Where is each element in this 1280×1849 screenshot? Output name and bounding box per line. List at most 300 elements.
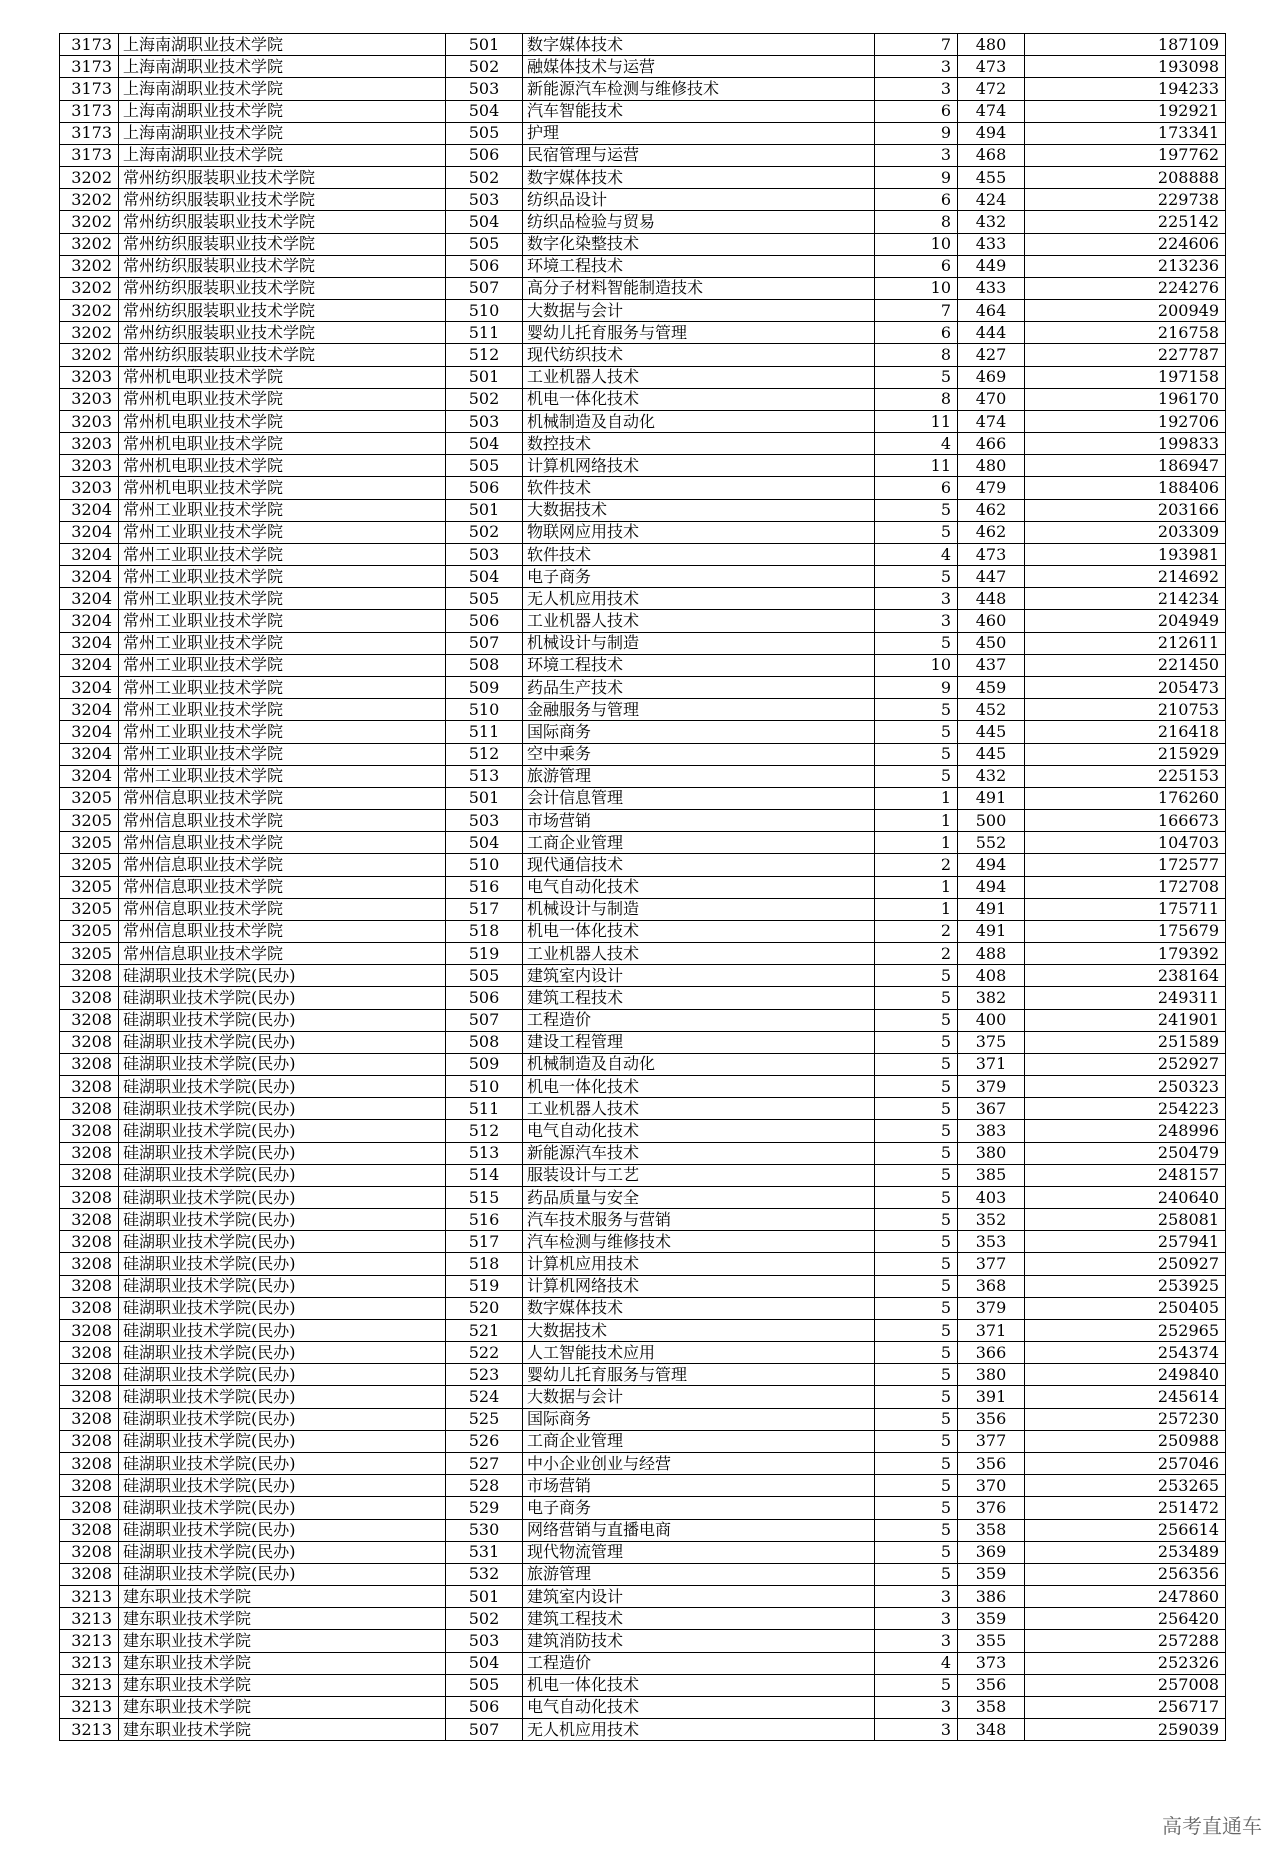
major-code-cell: 506 [446,610,523,632]
school-name-cell: 常州信息职业技术学院 [119,876,446,898]
school-code-cell: 3208 [60,1076,119,1098]
min-rank-cell: 254223 [1025,1098,1226,1120]
plan-count-cell: 3 [875,588,958,610]
min-rank-cell: 193098 [1025,56,1226,78]
school-code-cell: 3208 [60,1519,119,1541]
min-rank-cell: 229738 [1025,189,1226,211]
school-code-cell: 3204 [60,743,119,765]
min-rank-cell: 212611 [1025,632,1226,654]
school-code-cell: 3213 [60,1696,119,1718]
school-code-cell: 3204 [60,654,119,676]
school-name-cell: 硅湖职业技术学院(民办) [119,1142,446,1164]
major-code-cell: 510 [446,1076,523,1098]
school-code-cell: 3205 [60,854,119,876]
school-name-cell: 常州纺织服装职业技术学院 [119,211,446,233]
major-code-cell: 505 [446,1674,523,1696]
table-row [60,300,1226,322]
plan-count-cell: 5 [875,366,958,388]
school-name-cell: 建东职业技术学院 [119,1586,446,1608]
min-rank-cell: 194233 [1025,78,1226,100]
school-code-cell: 3204 [60,632,119,654]
major-name-cell: 金融服务与管理 [523,699,875,721]
major-code-cell: 531 [446,1541,523,1563]
major-code-cell: 521 [446,1319,523,1341]
major-name-cell: 机械设计与制造 [523,898,875,920]
min-rank-cell: 216418 [1025,721,1226,743]
min-rank-cell: 248996 [1025,1120,1226,1142]
major-code-cell: 526 [446,1430,523,1452]
plan-count-cell: 3 [875,1719,958,1741]
major-name-cell: 国际商务 [523,1408,875,1430]
table-row [60,1696,1226,1718]
school-code-cell: 3208 [60,1209,119,1231]
table-row [60,765,1226,787]
school-name-cell: 硅湖职业技术学院(民办) [119,1053,446,1075]
min-score-cell: 455 [958,167,1025,189]
major-name-cell: 民宿管理与运营 [523,144,875,166]
major-code-cell: 515 [446,1186,523,1208]
school-code-cell: 3204 [60,676,119,698]
major-code-cell: 507 [446,1719,523,1741]
school-code-cell: 3208 [60,1098,119,1120]
min-score-cell: 383 [958,1120,1025,1142]
major-name-cell: 新能源汽车技术 [523,1142,875,1164]
min-rank-cell: 247860 [1025,1586,1226,1608]
school-name-cell: 常州工业职业技术学院 [119,699,446,721]
table-row [60,1009,1226,1031]
school-code-cell: 3205 [60,876,119,898]
min-score-cell: 473 [958,56,1025,78]
plan-count-cell: 1 [875,810,958,832]
plan-count-cell: 6 [875,477,958,499]
major-code-cell: 501 [446,34,523,56]
min-score-cell: 448 [958,588,1025,610]
school-code-cell: 3202 [60,344,119,366]
school-code-cell: 3213 [60,1674,119,1696]
major-name-cell: 电子商务 [523,1497,875,1519]
major-name-cell: 软件技术 [523,543,875,565]
min-score-cell: 371 [958,1319,1025,1341]
plan-count-cell: 7 [875,34,958,56]
plan-count-cell: 3 [875,1586,958,1608]
min-rank-cell: 224276 [1025,277,1226,299]
school-name-cell: 硅湖职业技术学院(民办) [119,1297,446,1319]
major-code-cell: 516 [446,876,523,898]
major-name-cell: 环境工程技术 [523,255,875,277]
min-rank-cell: 204949 [1025,610,1226,632]
min-rank-cell: 241901 [1025,1009,1226,1031]
school-code-cell: 3204 [60,499,119,521]
school-code-cell: 3205 [60,943,119,965]
major-code-cell: 520 [446,1297,523,1319]
school-name-cell: 常州机电职业技术学院 [119,455,446,477]
major-name-cell: 建筑消防技术 [523,1630,875,1652]
plan-count-cell: 5 [875,1364,958,1386]
table-row [60,1563,1226,1585]
school-code-cell: 3203 [60,410,119,432]
school-name-cell: 建东职业技术学院 [119,1652,446,1674]
school-name-cell: 硅湖职业技术学院(民办) [119,1009,446,1031]
major-code-cell: 503 [446,543,523,565]
major-code-cell: 522 [446,1342,523,1364]
min-score-cell: 353 [958,1231,1025,1253]
min-score-cell: 464 [958,300,1025,322]
major-name-cell: 数字媒体技术 [523,167,875,189]
major-code-cell: 513 [446,765,523,787]
plan-count-cell: 5 [875,721,958,743]
min-score-cell: 462 [958,499,1025,521]
major-code-cell: 504 [446,433,523,455]
school-name-cell: 建东职业技术学院 [119,1696,446,1718]
table-row [60,1231,1226,1253]
min-rank-cell: 188406 [1025,477,1226,499]
school-name-cell: 硅湖职业技术学院(民办) [119,1364,446,1386]
plan-count-cell: 6 [875,100,958,122]
school-code-cell: 3208 [60,1275,119,1297]
major-code-cell: 512 [446,344,523,366]
min-rank-cell: 172577 [1025,854,1226,876]
major-code-cell: 504 [446,1652,523,1674]
school-code-cell: 3173 [60,78,119,100]
min-score-cell: 368 [958,1275,1025,1297]
major-name-cell: 融媒体技术与运营 [523,56,875,78]
min-score-cell: 356 [958,1674,1025,1696]
min-rank-cell: 256614 [1025,1519,1226,1541]
min-score-cell: 369 [958,1541,1025,1563]
min-rank-cell: 258081 [1025,1209,1226,1231]
min-score-cell: 459 [958,676,1025,698]
school-code-cell: 3204 [60,588,119,610]
major-code-cell: 502 [446,1608,523,1630]
min-rank-cell: 254374 [1025,1342,1226,1364]
min-rank-cell: 256420 [1025,1608,1226,1630]
major-name-cell: 数控技术 [523,433,875,455]
min-score-cell: 466 [958,433,1025,455]
min-rank-cell: 199833 [1025,433,1226,455]
major-code-cell: 519 [446,943,523,965]
major-name-cell: 建设工程管理 [523,1031,875,1053]
table-row [60,699,1226,721]
major-name-cell: 中小企业创业与经营 [523,1453,875,1475]
major-code-cell: 509 [446,1053,523,1075]
school-name-cell: 上海南湖职业技术学院 [119,144,446,166]
major-name-cell: 电气自动化技术 [523,876,875,898]
school-code-cell: 3208 [60,1453,119,1475]
table-row [60,34,1226,56]
major-code-cell: 505 [446,588,523,610]
school-code-cell: 3208 [60,1009,119,1031]
min-score-cell: 408 [958,965,1025,987]
table-row [60,1608,1226,1630]
major-code-cell: 525 [446,1408,523,1430]
min-score-cell: 382 [958,987,1025,1009]
school-name-cell: 建东职业技术学院 [119,1608,446,1630]
table-row [60,1253,1226,1275]
plan-count-cell: 5 [875,965,958,987]
major-name-cell: 空中乘务 [523,743,875,765]
school-code-cell: 3208 [60,1475,119,1497]
min-score-cell: 445 [958,743,1025,765]
plan-count-cell: 1 [875,787,958,809]
school-code-cell: 3208 [60,1031,119,1053]
plan-count-cell: 5 [875,1031,958,1053]
major-name-cell: 工程造价 [523,1009,875,1031]
major-code-cell: 511 [446,721,523,743]
school-name-cell: 硅湖职业技术学院(民办) [119,1497,446,1519]
min-score-cell: 432 [958,211,1025,233]
school-name-cell: 建东职业技术学院 [119,1674,446,1696]
table-row [60,943,1226,965]
min-score-cell: 491 [958,787,1025,809]
plan-count-cell: 5 [875,699,958,721]
major-name-cell: 数字化染整技术 [523,233,875,255]
plan-count-cell: 1 [875,876,958,898]
min-score-cell: 452 [958,699,1025,721]
major-code-cell: 529 [446,1497,523,1519]
school-code-cell: 3208 [60,1408,119,1430]
school-code-cell: 3208 [60,1430,119,1452]
table-row [60,743,1226,765]
plan-count-cell: 4 [875,1652,958,1674]
plan-count-cell: 11 [875,410,958,432]
min-score-cell: 352 [958,1209,1025,1231]
school-code-cell: 3204 [60,610,119,632]
min-score-cell: 375 [958,1031,1025,1053]
table-row [60,832,1226,854]
min-rank-cell: 257288 [1025,1630,1226,1652]
plan-count-cell: 10 [875,233,958,255]
school-code-cell: 3173 [60,144,119,166]
school-name-cell: 常州工业职业技术学院 [119,610,446,632]
major-code-cell: 502 [446,56,523,78]
min-score-cell: 376 [958,1497,1025,1519]
min-rank-cell: 216758 [1025,322,1226,344]
major-name-cell: 机械制造及自动化 [523,410,875,432]
school-code-cell: 3173 [60,122,119,144]
school-name-cell: 硅湖职业技术学院(民办) [119,1519,446,1541]
min-score-cell: 494 [958,854,1025,876]
school-name-cell: 硅湖职业技术学院(民办) [119,1563,446,1585]
plan-count-cell: 5 [875,1386,958,1408]
min-score-cell: 469 [958,366,1025,388]
school-name-cell: 硅湖职业技术学院(民办) [119,1031,446,1053]
plan-count-cell: 5 [875,987,958,1009]
major-name-cell: 旅游管理 [523,765,875,787]
min-score-cell: 494 [958,122,1025,144]
plan-count-cell: 2 [875,920,958,942]
min-rank-cell: 104703 [1025,832,1226,854]
school-code-cell: 3208 [60,987,119,1009]
min-score-cell: 491 [958,920,1025,942]
school-code-cell: 3208 [60,1319,119,1341]
min-rank-cell: 197762 [1025,144,1226,166]
school-name-cell: 常州机电职业技术学院 [119,388,446,410]
plan-count-cell: 4 [875,433,958,455]
min-score-cell: 366 [958,1342,1025,1364]
school-code-cell: 3204 [60,566,119,588]
school-name-cell: 硅湖职业技术学院(民办) [119,1275,446,1297]
min-rank-cell: 257230 [1025,1408,1226,1430]
school-code-cell: 3208 [60,1563,119,1585]
school-code-cell: 3203 [60,455,119,477]
table-row [60,1453,1226,1475]
major-code-cell: 508 [446,1031,523,1053]
table-row [60,366,1226,388]
major-code-cell: 512 [446,1120,523,1142]
min-rank-cell: 179392 [1025,943,1226,965]
plan-count-cell: 5 [875,1453,958,1475]
table-row [60,1342,1226,1364]
min-score-cell: 480 [958,455,1025,477]
school-name-cell: 常州纺织服装职业技术学院 [119,322,446,344]
major-code-cell: 501 [446,787,523,809]
min-score-cell: 379 [958,1297,1025,1319]
school-code-cell: 3208 [60,1231,119,1253]
plan-count-cell: 5 [875,1120,958,1142]
plan-count-cell: 5 [875,1519,958,1541]
school-name-cell: 常州纺织服装职业技术学院 [119,233,446,255]
major-code-cell: 530 [446,1519,523,1541]
min-score-cell: 356 [958,1408,1025,1430]
plan-count-cell: 5 [875,1053,958,1075]
school-code-cell: 3204 [60,543,119,565]
min-rank-cell: 200949 [1025,300,1226,322]
school-name-cell: 建东职业技术学院 [119,1630,446,1652]
plan-count-cell: 5 [875,566,958,588]
min-rank-cell: 240640 [1025,1186,1226,1208]
plan-count-cell: 11 [875,455,958,477]
min-score-cell: 358 [958,1696,1025,1718]
min-rank-cell: 250927 [1025,1253,1226,1275]
min-score-cell: 370 [958,1475,1025,1497]
major-name-cell: 药品质量与安全 [523,1186,875,1208]
min-score-cell: 474 [958,100,1025,122]
plan-count-cell: 5 [875,1319,958,1341]
min-score-cell: 380 [958,1364,1025,1386]
school-name-cell: 常州工业职业技术学院 [119,566,446,588]
school-name-cell: 常州信息职业技术学院 [119,787,446,809]
major-code-cell: 501 [446,366,523,388]
min-rank-cell: 172708 [1025,876,1226,898]
major-name-cell: 市场营销 [523,1475,875,1497]
min-score-cell: 427 [958,344,1025,366]
school-code-cell: 3202 [60,167,119,189]
major-name-cell: 旅游管理 [523,1563,875,1585]
major-code-cell: 509 [446,676,523,698]
school-code-cell: 3202 [60,211,119,233]
min-score-cell: 552 [958,832,1025,854]
school-name-cell: 上海南湖职业技术学院 [119,78,446,100]
major-code-cell: 503 [446,78,523,100]
table-row [60,632,1226,654]
table-row [60,56,1226,78]
min-rank-cell: 192921 [1025,100,1226,122]
min-score-cell: 371 [958,1053,1025,1075]
school-code-cell: 3202 [60,233,119,255]
major-code-cell: 504 [446,832,523,854]
school-code-cell: 3173 [60,56,119,78]
major-name-cell: 大数据技术 [523,1319,875,1341]
major-name-cell: 数字媒体技术 [523,1297,875,1319]
min-rank-cell: 214692 [1025,566,1226,588]
school-name-cell: 常州工业职业技术学院 [119,521,446,543]
major-name-cell: 工业机器人技术 [523,610,875,632]
major-code-cell: 514 [446,1164,523,1186]
table-row [60,78,1226,100]
table-row [60,1674,1226,1696]
admission-score-table [59,33,1226,1741]
major-code-cell: 505 [446,455,523,477]
major-code-cell: 501 [446,499,523,521]
school-name-cell: 硅湖职业技术学院(民办) [119,1541,446,1563]
major-code-cell: 503 [446,810,523,832]
min-score-cell: 377 [958,1253,1025,1275]
plan-count-cell: 3 [875,144,958,166]
table-row [60,1364,1226,1386]
major-name-cell: 大数据与会计 [523,1386,875,1408]
school-code-cell: 3208 [60,1364,119,1386]
major-name-cell: 无人机应用技术 [523,1719,875,1741]
school-code-cell: 3202 [60,189,119,211]
school-name-cell: 硅湖职业技术学院(民办) [119,1408,446,1430]
min-score-cell: 468 [958,144,1025,166]
major-name-cell: 高分子材料智能制造技术 [523,277,875,299]
school-name-cell: 常州信息职业技术学院 [119,943,446,965]
major-code-cell: 507 [446,277,523,299]
major-code-cell: 503 [446,410,523,432]
school-name-cell: 硅湖职业技术学院(民办) [119,1164,446,1186]
table-row [60,277,1226,299]
plan-count-cell: 8 [875,344,958,366]
school-name-cell: 常州工业职业技术学院 [119,743,446,765]
table-row [60,410,1226,432]
plan-count-cell: 6 [875,255,958,277]
table-row [60,388,1226,410]
plan-count-cell: 5 [875,1408,958,1430]
table-row [60,1652,1226,1674]
min-rank-cell: 248157 [1025,1164,1226,1186]
school-code-cell: 3208 [60,1120,119,1142]
table-row [60,965,1226,987]
plan-count-cell: 1 [875,832,958,854]
min-rank-cell: 193981 [1025,543,1226,565]
table-row [60,1497,1226,1519]
table-row [60,477,1226,499]
major-code-cell: 523 [446,1364,523,1386]
school-code-cell: 3204 [60,721,119,743]
major-name-cell: 汽车智能技术 [523,100,875,122]
plan-count-cell: 5 [875,1098,958,1120]
school-name-cell: 常州机电职业技术学院 [119,433,446,455]
min-score-cell: 460 [958,610,1025,632]
school-code-cell: 3213 [60,1719,119,1741]
major-name-cell: 无人机应用技术 [523,588,875,610]
table-row [60,987,1226,1009]
table-row [60,455,1226,477]
major-name-cell: 药品生产技术 [523,676,875,698]
major-name-cell: 机械设计与制造 [523,632,875,654]
plan-count-cell: 2 [875,854,958,876]
min-rank-cell: 175711 [1025,898,1226,920]
school-code-cell: 3208 [60,1053,119,1075]
table-row [60,1297,1226,1319]
table-row [60,566,1226,588]
major-code-cell: 505 [446,965,523,987]
major-code-cell: 506 [446,144,523,166]
min-score-cell: 386 [958,1586,1025,1608]
min-rank-cell: 221450 [1025,654,1226,676]
major-name-cell: 工业机器人技术 [523,943,875,965]
